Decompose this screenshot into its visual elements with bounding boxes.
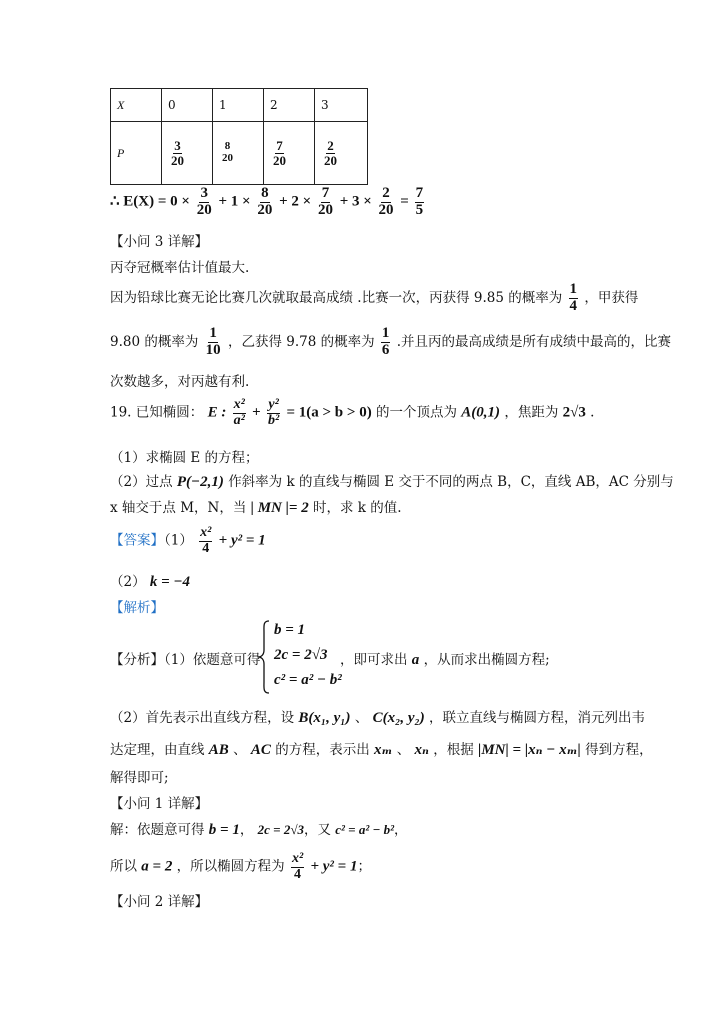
sub-question: （2）过点 P(−2,1) 作斜率为 k 的直线与椭圆 E 交于不同的两点 B，C，直线 AB，AC 分别与 <box>110 474 674 490</box>
table-cell <box>315 122 368 185</box>
fraction: $\frac{8}{20}$ <box>257 185 273 218</box>
fraction: 8 20 <box>222 140 233 164</box>
paragraph: （2）首先表示出直线方程，设 B(x₁, y₁) 、 C(x₂, y₂) ，联立直线与椭圆方程，消元列出韦 <box>110 710 646 726</box>
paragraph: 【分析】（1）依题意可得 <box>110 652 261 668</box>
paragraph: 所以 a = 2 ，所以椭圆方程为 $\frac{\text{x²}}{4}$ + y² = 1； <box>110 851 371 882</box>
section-heading: 【小问 1 详解】 <box>110 796 209 812</box>
sub-question: （1）求椭圆 E 的方程； <box>110 450 259 466</box>
brace-icon <box>257 620 271 694</box>
paragraph: 解得即可; <box>110 770 169 786</box>
fraction: $\frac{\text{x²}}{4}$ <box>291 851 304 882</box>
sub-question: x 轴交于点 M，N，当 | MN |= 2 时，求 k 的值. <box>110 500 402 516</box>
table-cell <box>162 122 213 185</box>
fraction: $\frac{1}{10}$ <box>205 325 221 358</box>
fraction: $\frac{7}{5}$ <box>415 185 424 218</box>
table-cell: X <box>111 89 162 122</box>
paragraph: 9.80 的概率为 $\frac{1}{10}$ ，乙获得 9.78 的概率为 $\frac{1}{6}$ .并且丙的最高成绩是所有成绩中最高的，比赛 <box>110 325 671 358</box>
fraction: $\frac{7}{20}$ <box>317 185 333 218</box>
answer: 【答案】（1） $\frac{\text{x²}}{4}$ + y² = 1 <box>110 525 266 556</box>
fraction: $\frac{\text{x²}}{4}$ <box>200 525 212 556</box>
table-cell: P <box>111 122 162 185</box>
fraction: $\frac{1}{4}$ <box>569 281 578 314</box>
fraction: $\frac{3}{20}$ <box>171 137 184 168</box>
fraction: $\frac{\text{x²}}{\text{a²}}$ <box>233 397 245 428</box>
paragraph: 次数越多，对丙越有利. <box>110 374 250 390</box>
expectation-formula: ∴ E(X) = 0 × $\frac{3}{20}$ + 1 × $\frac{8}{20}$ + 2 × $\frac{7}{20}$ + 3 × $\frac{2}{20}$ = $\frac{7}{5}$ <box>110 185 424 218</box>
answer: （2） k = −4 <box>110 574 191 590</box>
paragraph: 解：依题意可得 b = 1， 2c = 2√3，又 c² = a² − b²， <box>110 822 408 838</box>
table-row <box>111 122 368 185</box>
fraction: $\frac{2}{20}$ <box>324 137 337 168</box>
section-heading: 【小问 2 详解】 <box>110 894 209 910</box>
paragraph: ，即可求出 a ，从而求出椭圆方程; <box>340 652 550 668</box>
table-cell <box>213 122 264 185</box>
table-cell: 1 <box>213 89 264 122</box>
section-heading: 【小问 3 详解】 <box>110 234 209 250</box>
system-equation: 2c = 2√3 <box>274 647 328 663</box>
paragraph: 丙夺冠概率估计值最大. <box>110 260 250 276</box>
paragraph: 因为铅球比赛无论比赛几次就取最高成绩 .比赛一次，丙获得 9.85 的概率为 $\frac{1}{4}$ ，甲获得 <box>110 281 639 314</box>
paragraph: 达定理，由直线 AB 、 AC 的方程，表示出 xₘ 、 xₙ ，根据 |MN| = |xₙ − xₘ| 得到方程， <box>110 742 653 758</box>
fraction: $\frac{7}{20}$ <box>273 137 286 168</box>
system-equation: c² = a² − b² <box>274 672 342 688</box>
table-cell: 2 <box>264 89 315 122</box>
answer-tag: 【答案】 <box>110 532 164 549</box>
system-equation: b = 1 <box>274 622 306 638</box>
fraction: $\frac{2}{20}$ <box>378 185 394 218</box>
table-cell <box>264 122 315 185</box>
problem-statement: 19. 已知椭圆： E : $\frac{\text{x²}}{\text{a²}}$ + $\frac{\text{y²}}{\text{b²}}$ = 1(a > b > 0) 的一个顶点为 A(0,1) ，焦距为 2√3 . <box>110 397 595 428</box>
table-cell: 0 <box>162 89 213 122</box>
table-row <box>111 89 368 122</box>
distribution-table <box>110 88 368 185</box>
table-cell: 3 <box>315 89 368 122</box>
fraction: $\frac{\text{y²}}{\text{b²}}$ <box>267 397 280 428</box>
analysis-tag: 【解析】 <box>110 600 164 616</box>
fraction: $\frac{1}{6}$ <box>381 325 390 358</box>
fraction: $\frac{3}{20}$ <box>196 185 212 218</box>
